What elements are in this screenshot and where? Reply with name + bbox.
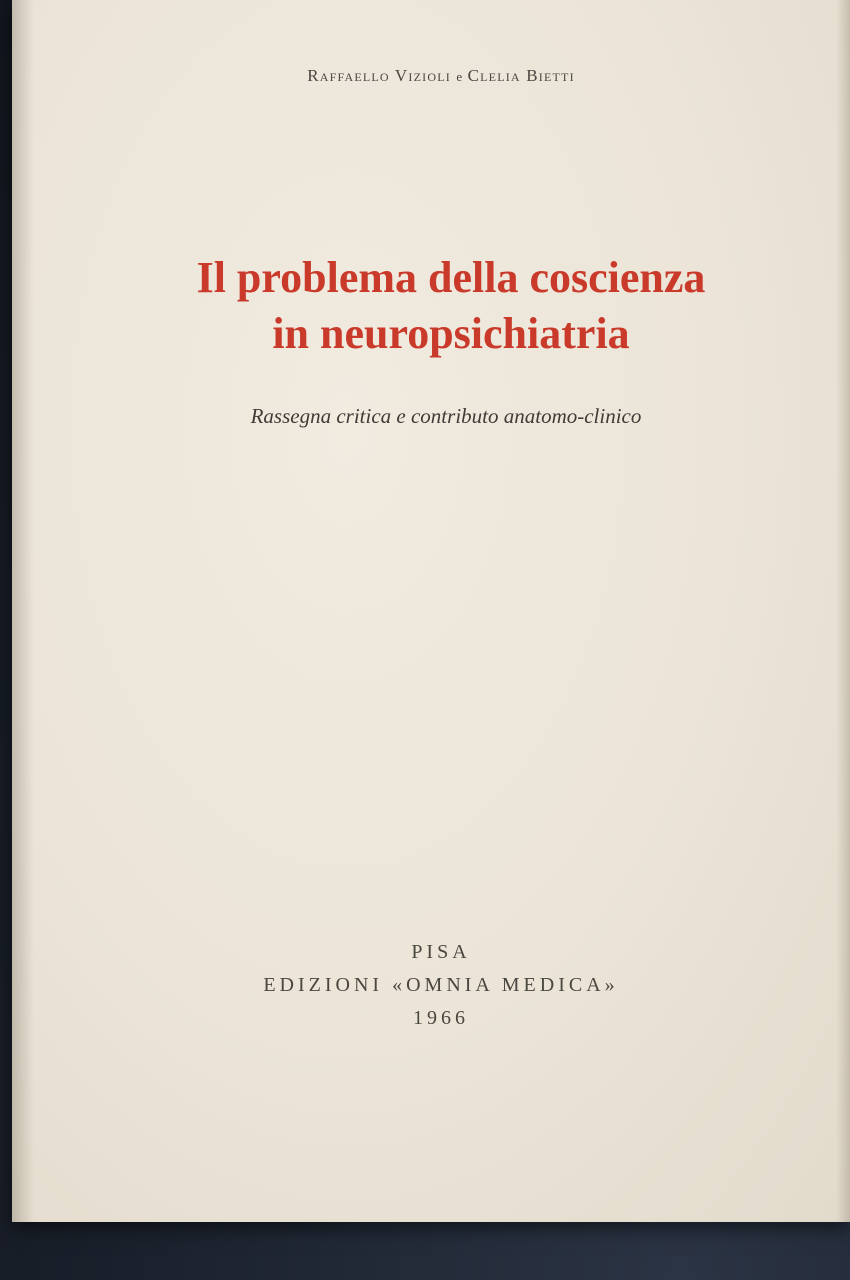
author-conjunction: e <box>456 69 463 84</box>
title-line-2: in neuropsichiatria <box>272 309 630 358</box>
author-second: Clelia Bietti <box>467 66 575 85</box>
spine-shadow <box>12 0 34 1222</box>
imprint-city: PISA <box>411 941 471 963</box>
book-subtitle: Rassegna critica e contributo anatomo-clinico <box>250 404 642 428</box>
author-first: Raffaello Vizioli <box>307 66 451 85</box>
cover-edge <box>836 0 850 1222</box>
imprint-year: 1966 <box>413 1007 469 1029</box>
title-line-1: Il problema della coscienza <box>196 253 706 302</box>
book-cover <box>12 0 850 1222</box>
authors-line <box>12 66 850 86</box>
publisher-imprint <box>12 936 850 1035</box>
book-title <box>12 250 850 362</box>
imprint-publisher: EDIZIONI «OMNIA MEDICA» <box>263 974 619 996</box>
